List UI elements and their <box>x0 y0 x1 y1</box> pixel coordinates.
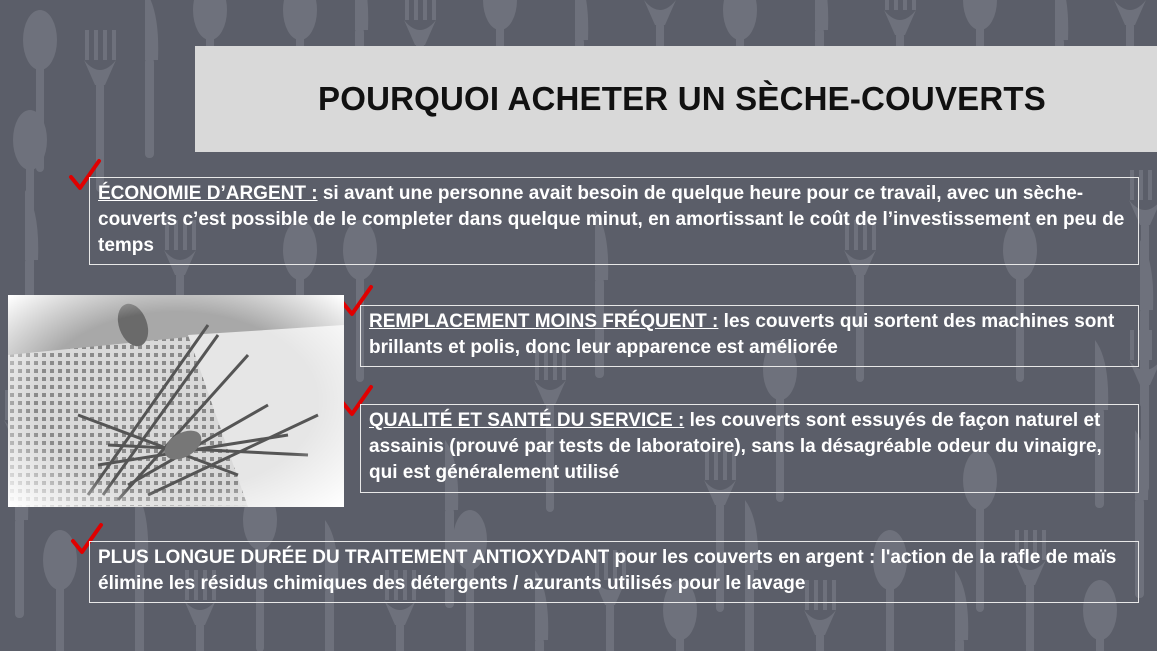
point-label: PLUS LONGUE DURÉE DU TRAITEMENT ANTIOXYDANT <box>98 547 610 568</box>
slide-title: POURQUOI ACHETER UN SÈCHE-COUVERTS <box>318 80 1046 117</box>
point-label: QUALITÉ ET SANTÉ DU SERVICE : <box>369 410 685 431</box>
point-qualite-box <box>360 404 1139 493</box>
point-text: les couverts sont essuyés de façon naturel et assainis (prouvé par tests de laboratoire), sans la désagréable odeur du vinaigre, qui est généralement utilisé <box>369 410 1102 483</box>
point-text: si avant une personne avait besoin de quelque heure pour ce travail, avec un sèche-couverts c’est possible de le completer dans quelque minut, en amortissant le coût de l’investissement en peu de temps <box>98 183 1125 256</box>
point-label: ÉCONOMIE D’ARGENT : <box>98 183 318 204</box>
title-banner <box>195 46 1157 152</box>
point-text: les couverts qui sortent des machines sont brillants et polis, donc leur apparence est améliorée <box>369 311 1115 358</box>
point-label: REMPLACEMENT MOINS FRÉQUENT : <box>369 311 719 332</box>
point-antioxydant-box <box>89 541 1139 603</box>
cutlery-photo <box>8 295 344 507</box>
point-text: pour les couverts en argent : l'action de la rafle de maïs élimine les résidus chimiques des détergents / azurants utilisés pour le lavage <box>98 547 1117 594</box>
point-economie-box <box>89 177 1139 265</box>
point-remplacement-box <box>360 305 1139 367</box>
